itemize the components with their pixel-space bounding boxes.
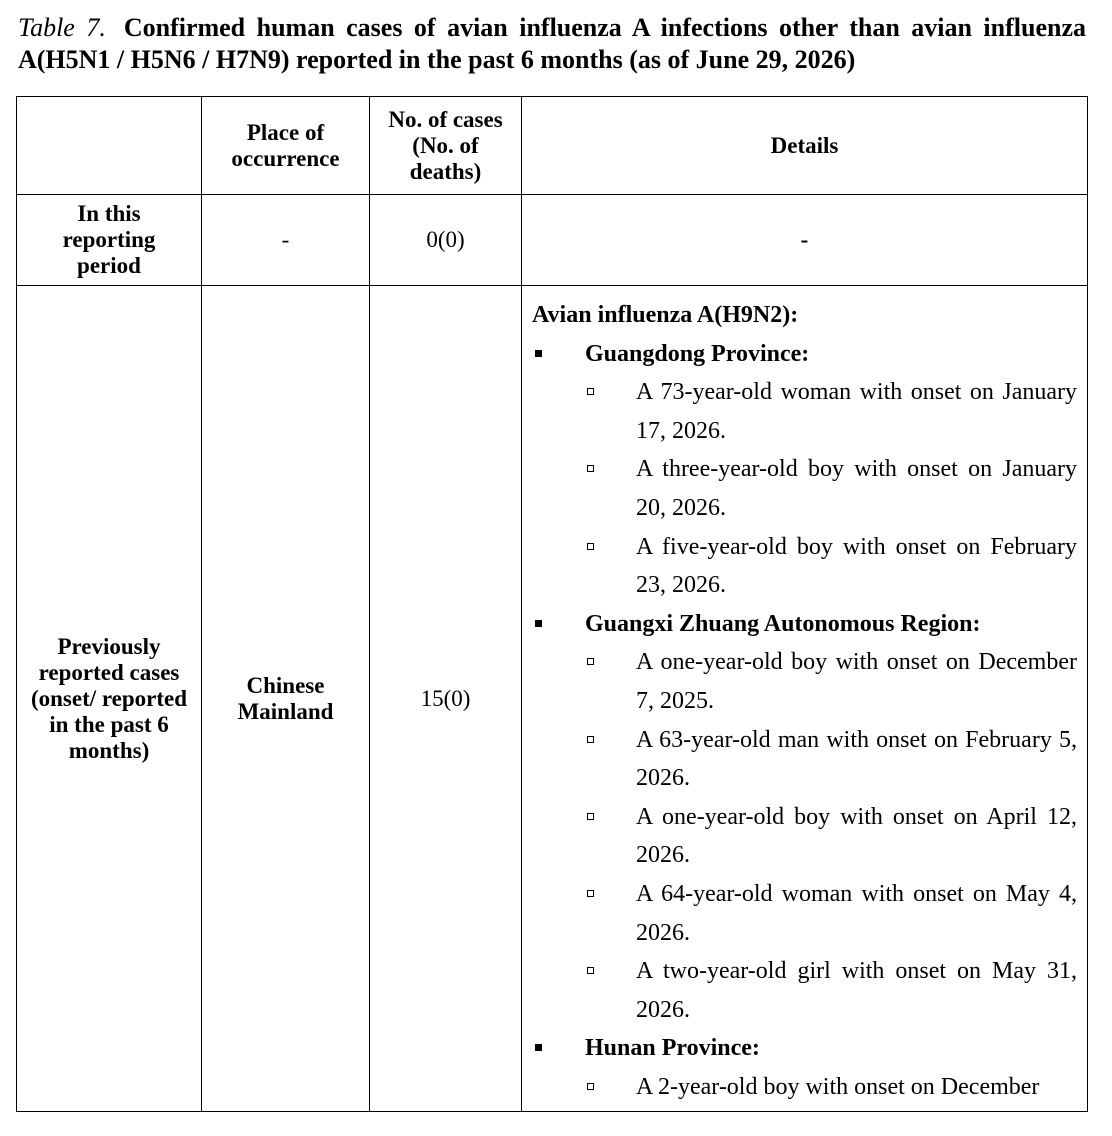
table-row-current bbox=[17, 195, 1088, 286]
hollow-square-bullet-icon bbox=[587, 1083, 594, 1090]
filled-square-bullet-icon bbox=[535, 1044, 542, 1051]
table-row-previous bbox=[17, 286, 1088, 1112]
avian-influenza-table bbox=[16, 96, 1088, 1112]
case-text: A 73-year-old woman with onset on January 17, 2026. bbox=[636, 379, 1077, 444]
cases-cell: 0(0) bbox=[370, 195, 522, 286]
list-item bbox=[532, 643, 1077, 720]
virus-subtype: Avian influenza A(H9N2): bbox=[532, 302, 799, 328]
header-place bbox=[202, 97, 370, 195]
details-cell bbox=[522, 286, 1088, 1112]
place-cell bbox=[202, 286, 370, 1112]
cases-cell: 15(0) bbox=[370, 286, 522, 1112]
hollow-square-bullet-icon bbox=[587, 658, 594, 665]
case-text: A three-year-old boy with onset on January 20, 2026. bbox=[636, 456, 1077, 521]
list-item bbox=[532, 1068, 1077, 1107]
case-text: A five-year-old boy with onset on February 23, 2026. bbox=[636, 533, 1077, 599]
header-place-text: Place of occurrence bbox=[231, 119, 340, 171]
hollow-square-bullet-icon bbox=[587, 813, 594, 820]
hollow-square-bullet-icon bbox=[587, 736, 594, 743]
header-period bbox=[17, 97, 202, 195]
table-number: Table 7. bbox=[18, 13, 106, 42]
list-item bbox=[532, 952, 1077, 1029]
period-text: In this reporting period bbox=[62, 201, 156, 278]
province-name: Guangxi Zhuang Autonomous Region: bbox=[585, 610, 981, 637]
header-details: Details bbox=[522, 97, 1088, 195]
list-item bbox=[532, 373, 1077, 450]
table-caption bbox=[18, 12, 1086, 76]
filled-square-bullet-icon bbox=[535, 620, 542, 627]
details-cell: - bbox=[522, 195, 1088, 286]
header-row bbox=[17, 97, 1088, 195]
case-text: A one-year-old boy with onset on April 12, 2026. bbox=[636, 803, 1077, 869]
hollow-square-bullet-icon bbox=[587, 967, 594, 974]
place-cell: - bbox=[202, 195, 370, 286]
hollow-square-bullet-icon bbox=[587, 388, 594, 395]
province-heading bbox=[532, 1029, 1077, 1068]
details-content bbox=[522, 286, 1087, 1106]
list-item bbox=[532, 450, 1077, 527]
case-text: A 64-year-old woman with onset on May 4, 2026. bbox=[636, 880, 1077, 946]
case-text: A 63-year-old man with onset on February 5, 2026. bbox=[636, 726, 1077, 792]
case-text: A 2-year-old boy with onset on December bbox=[636, 1073, 1040, 1100]
filled-square-bullet-icon bbox=[535, 350, 542, 357]
hollow-square-bullet-icon bbox=[587, 890, 594, 897]
list-item bbox=[532, 721, 1077, 798]
case-text: A one-year-old boy with onset on December 7, 2025. bbox=[636, 649, 1077, 714]
list-item bbox=[532, 528, 1077, 605]
header-cases-text: No. of cases (No. of deaths) bbox=[388, 106, 503, 184]
province-heading bbox=[532, 335, 1077, 374]
header-cases bbox=[370, 97, 522, 195]
list-item bbox=[532, 875, 1077, 952]
place-text: Chinese Mainland bbox=[237, 672, 334, 724]
period-cell bbox=[17, 286, 202, 1112]
period-cell bbox=[17, 195, 202, 286]
table-title: Confirmed human cases of avian influenza A infections other than avian influenza A(H5N1 / H5N6 / H7N9) reported in the past 6 months (as of June 29, 2026) bbox=[18, 13, 1086, 74]
province-name: Guangdong Province: bbox=[585, 340, 810, 367]
list-item bbox=[532, 798, 1077, 875]
province-heading bbox=[532, 605, 1077, 644]
province-name: Hunan Province: bbox=[585, 1035, 760, 1062]
period-text: Previously reported cases (onset/ reported in the past 6 months) bbox=[30, 633, 188, 763]
hollow-square-bullet-icon bbox=[587, 465, 594, 472]
case-text: A two-year-old girl with onset on May 31, 2026. bbox=[636, 958, 1077, 1023]
hollow-square-bullet-icon bbox=[587, 543, 594, 550]
